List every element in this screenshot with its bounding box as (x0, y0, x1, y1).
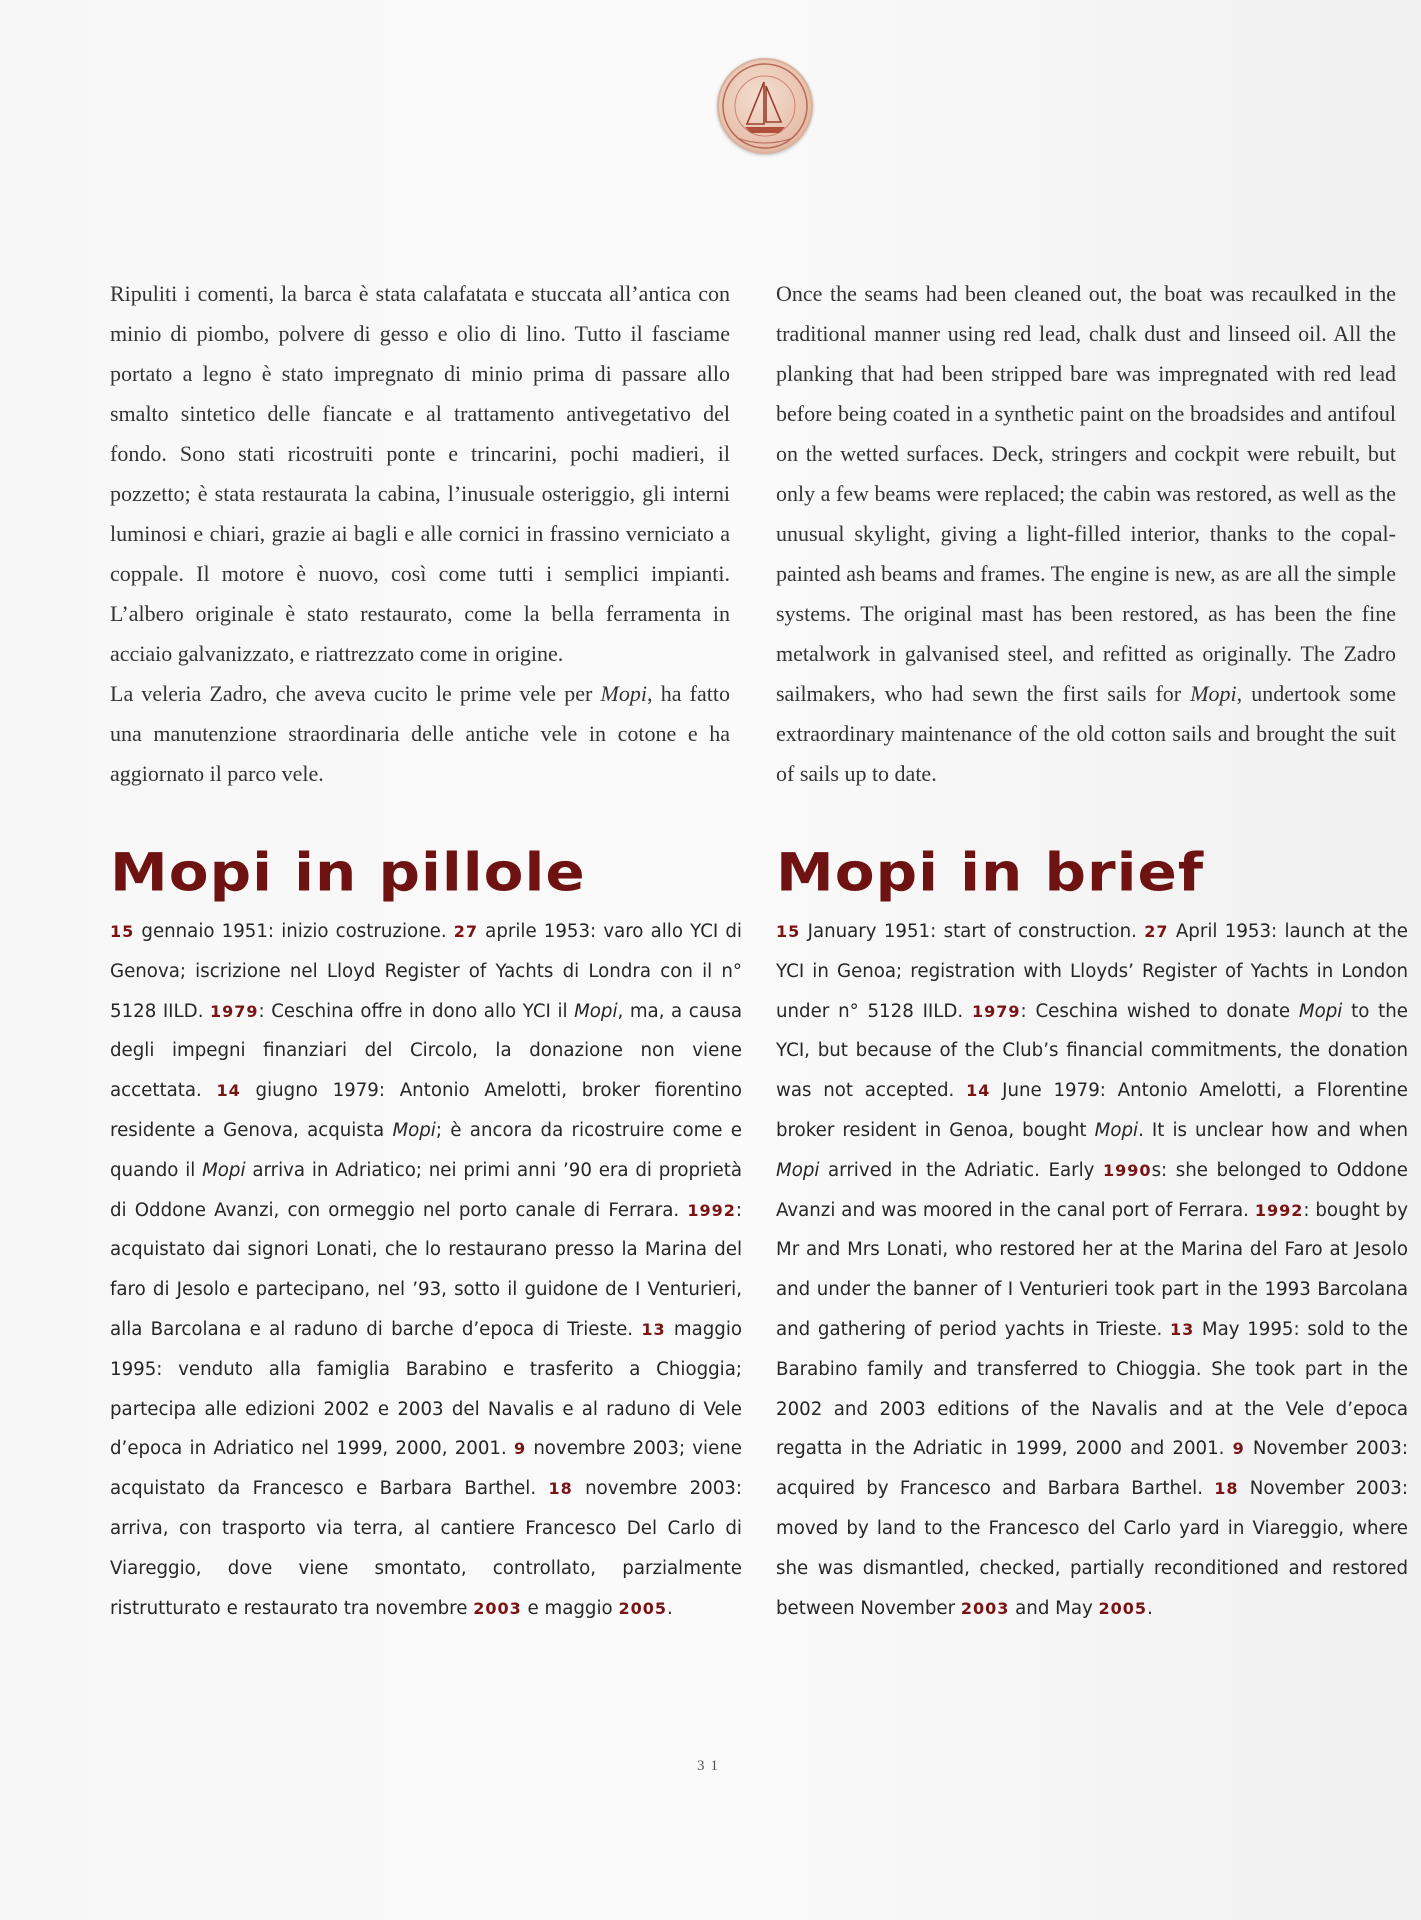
text-run: gennaio 1951: inizio costruzione. (134, 921, 454, 942)
text-run: : Ceschina offre in dono allo YCI il (258, 1000, 575, 1022)
italic-name: Mopi (776, 1159, 820, 1181)
italian-restoration-paragraph (110, 274, 730, 794)
italian-heading: Mopi in pillole (110, 842, 586, 904)
page-number: 31 (697, 1758, 724, 1774)
text-run: e maggio (521, 1597, 619, 1619)
italic-name: Mopi (574, 1000, 618, 1022)
text-run: giugno 1979: Antonio Amelotti, broker fiorentino residente a Genova, acquista (110, 1080, 742, 1141)
english-timeline (776, 912, 1408, 1628)
italic-name: Mopi (1298, 1000, 1343, 1022)
date-number: 1979 (972, 1001, 1021, 1021)
text-run: , undertook some extraordinary maintenance of the old cotton sails and brought the suit of sails up to date. (776, 681, 1396, 786)
date-number: 13 (1169, 1319, 1195, 1339)
date-number: 1992 (687, 1200, 736, 1220)
text-run: : acquistato dai signori Lonati, che lo restaurano presso la Marina del faro di Jesolo e partecipano, nel ’93, sotto il guidone de I Venturieri, alla Barcolana e al raduno di barche d’epoca di Trieste. (110, 1199, 742, 1340)
date-number: 1992 (1254, 1200, 1304, 1220)
date-number: 9 (1232, 1439, 1245, 1459)
date-number: 18 (1214, 1479, 1239, 1499)
text-run: May 1995: sold to the Barabino family and transferred to Chioggia. She took part in the 2002 and 2003 editions of the Navalis and at the Vele d’epoca regatta in the Adriatic in 1999, 2000 and 2001. (776, 1318, 1408, 1460)
date-number: 2003 (473, 1598, 522, 1618)
text-run: November 2003: acquired by Francesco and Barbara Barthel. (776, 1438, 1408, 1500)
text-run: s: she belonged to Oddone Avanzi and was moored in the canal port of Ferrara. (776, 1159, 1408, 1221)
date-number: 27 (453, 922, 479, 941)
text-run: La veleria Zadro, che aveva cucito le prime vele per (110, 681, 601, 706)
text-run: novembre 2003; viene acquistato da Francesco e Barbara Barthel. (110, 1438, 742, 1500)
english-heading: Mopi in brief (776, 842, 1205, 904)
text-run: and May (1009, 1597, 1099, 1619)
date-number: 18 (548, 1479, 573, 1499)
text-run: : Ceschina wished to donate (1020, 1000, 1299, 1022)
italic-name: Mopi (392, 1119, 436, 1141)
text-run: arrived in the Adriatic. Early (819, 1159, 1104, 1181)
text-run: Ripuliti i comenti, la barca è stata calafatata e stuccata all’antica con minio di piombo, polvere di gesso e olio di lino. Tutto il fasciame portato a legno è stato impregnato di minio prima di passare allo smalto sintetico delle fiancate e al trattamento antivegetativo del fondo. Sono stati ricostruiti ponte e trincarini, pochi madieri, il pozzetto; è stata restaurata la cabina, l’inusuale osteriggio, gli interni luminosi e chiari, grazie ai bagli e alle cornici in frassino verniciato a coppale. Il motore è nuovo, così come tutti i semplici impianti. L’albero originale è stato restaurato, come la bella ferramenta in acciaio galvanizzato, e riattrezzato come in origine. (110, 281, 730, 666)
text-run: , ma, a causa degli impegni finanziari del Circolo, la donazione non viene accettata. (110, 1000, 742, 1102)
english-restoration-paragraph (776, 274, 1396, 794)
sailboat-seal-icon (717, 58, 813, 154)
date-number: 15 (776, 922, 801, 941)
text-run: to the YCI, but because of the Club’s financial commitments, the donation was not accepted. (776, 1000, 1408, 1102)
text-run: : bought by Mr and Mrs Lonati, who restored her at the Marina del Faro at Jesolo and under the banner of I Venturieri took part in the 1993 Barcolana and gathering of period yachts in Trieste. (776, 1199, 1408, 1340)
yacht-club-seal (717, 58, 813, 154)
date-number: 2003 (960, 1598, 1010, 1618)
text-run: April 1953: launch at the YCI in Genoa; registration with Lloyds’ Register of Yachts in London under n° 5128 IILD. (776, 921, 1408, 1022)
date-number: 13 (641, 1319, 666, 1339)
text-run: arriva in Adriatico; nei primi anni ’90 era di proprietà di Oddone Avanzi, con ormeggio nel porto canale di Ferrara. (110, 1159, 742, 1221)
text-run: ; è ancora da ricostruire come e quando il (110, 1119, 742, 1181)
date-number: 9 (513, 1439, 527, 1459)
text-run: novembre 2003: arriva, con trasporto via terra, al cantiere Francesco Del Carlo di Viareggio, dove viene smontato, controllato, parzialmente ristrutturato e restaurato tra novembre (110, 1478, 742, 1619)
text-run: January 1951: start of construction. (800, 921, 1145, 942)
text-run: maggio 1995: venduto alla famiglia Barabino e trasferito a Chioggia; partecipa alle edizioni 2002 e 2003 del Navalis e al raduno di Vele d’epoca in Adriatico nel 1999, 2000, 2001. (110, 1318, 743, 1460)
date-number: 27 (1144, 922, 1169, 941)
text-run: . (1147, 1597, 1153, 1619)
date-number: 1990 (1103, 1160, 1152, 1180)
italic-name: Mopi (1190, 681, 1237, 706)
text-run: . (666, 1597, 673, 1619)
text-run: Once the seams had been cleaned out, the boat was recaulked in the traditional manner using red lead, chalk dust and linseed oil. All the planking that had been stripped bare was impregnated with red lead before being coated in a synthetic paint on the broadsides and antifoul on the wetted surfaces. Deck, stringers and cockpit were rebuilt, but only a few beams were replaced; the cabin was restored, as well as the unusual skylight, giving a light-filled interior, thanks to the copal-painted ash beams and frames. The engine is new, as are all the simple systems. The original mast has been restored, as has been the fine metalwork in galvanised steel, and refitted as originally. The Zadro sailmakers, who had sewn the first sails for (776, 281, 1396, 706)
date-number: 2005 (1098, 1598, 1148, 1618)
date-number: 1979 (210, 1001, 259, 1021)
text-run: June 1979: Antonio Amelotti, a Florentine broker resident in Genoa, bought (776, 1080, 1408, 1141)
date-number: 15 (110, 922, 135, 941)
date-number: 2005 (618, 1598, 667, 1618)
text-run: , ha fatto una manutenzione straordinaria delle antiche vele in cotone e ha aggiornato il parco vele. (110, 681, 730, 786)
italian-timeline (110, 912, 742, 1628)
italic-name: Mopi (202, 1159, 246, 1181)
text-run: . It is unclear how and when (1138, 1119, 1409, 1141)
text-run: November 2003: moved by land to the Francesco del Carlo yard in Viareggio, where she was dismantled, checked, partially reconditioned and restored between November (776, 1478, 1408, 1619)
text-run: aprile 1953: varo allo YCI di Genova; iscrizione nel Lloyd Register of Yachts di Londra con il n° 5128 IILD. (110, 921, 742, 1022)
italic-name: Mopi (600, 681, 647, 706)
date-number: 14 (966, 1081, 991, 1101)
date-number: 14 (216, 1081, 241, 1101)
italic-name: Mopi (1094, 1119, 1139, 1141)
